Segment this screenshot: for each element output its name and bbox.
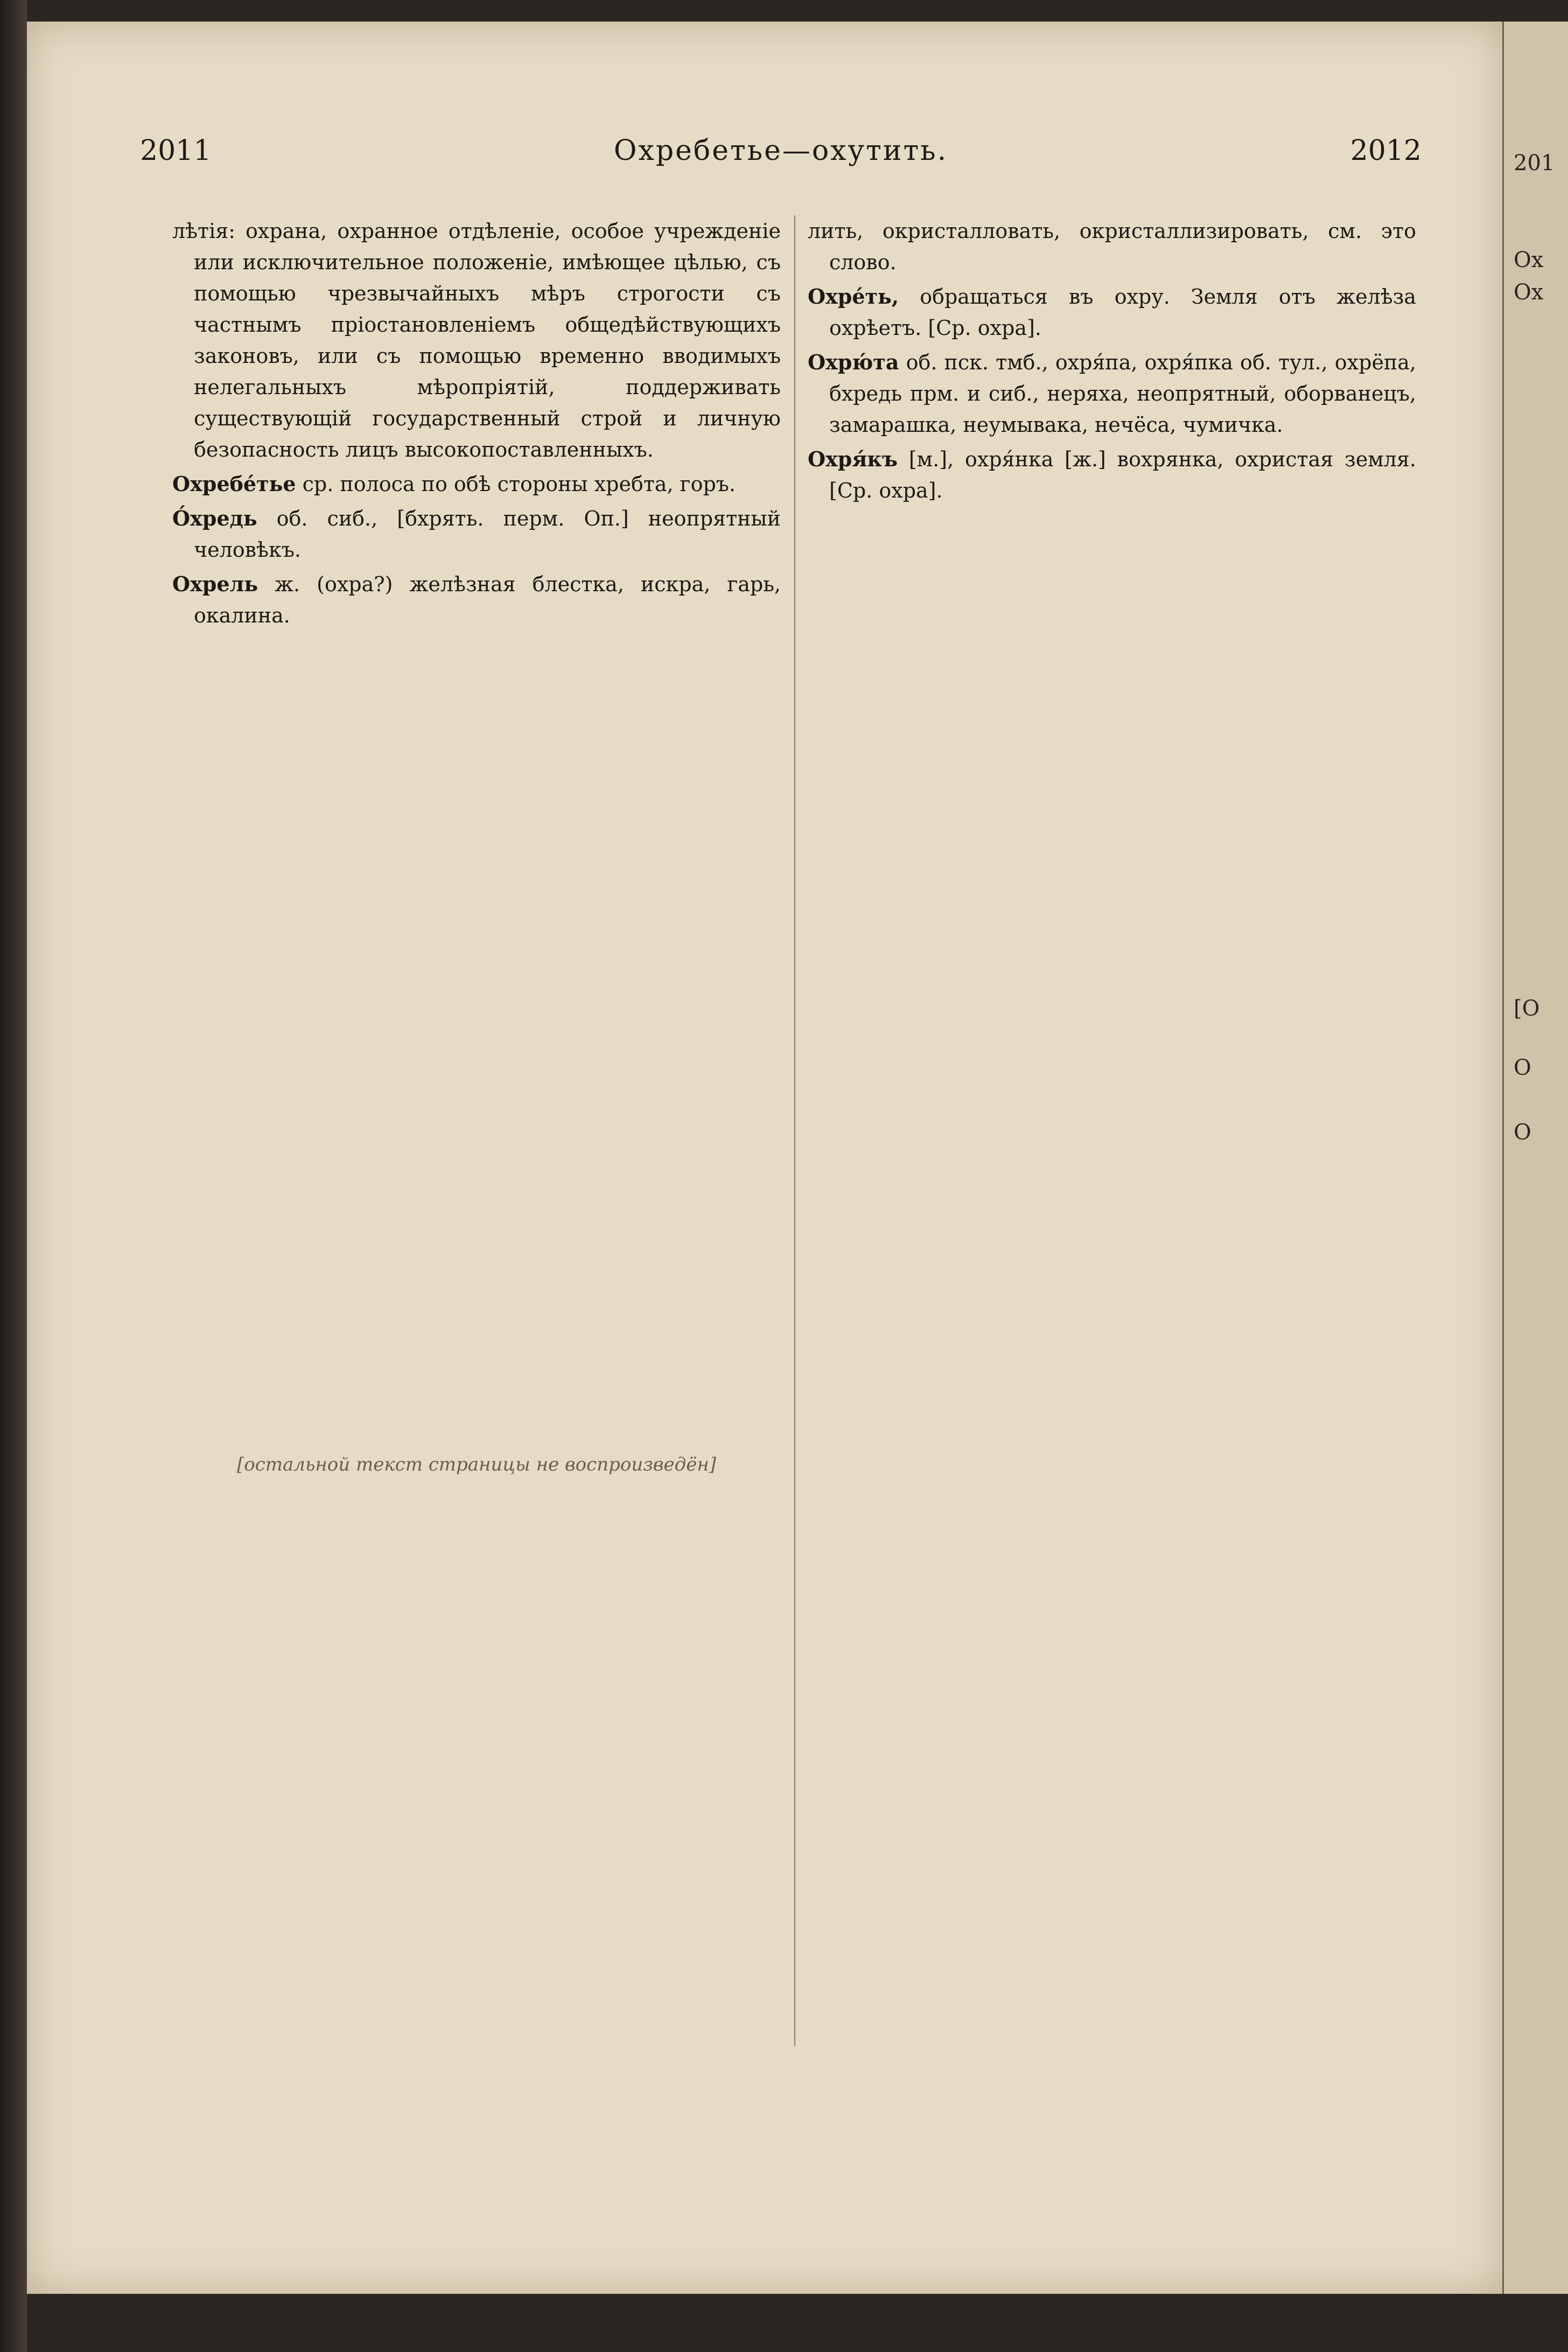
next-page-fragment: [О — [1514, 996, 1540, 1021]
page-header — [140, 135, 1422, 188]
dictionary-entry: Охре́ть, обращаться въ охру. Земля отъ желѣза охрѣетъ. [Ср. охра]. — [808, 284, 1416, 340]
page-title: Охребетье—охутить. — [613, 135, 948, 167]
right-column — [808, 215, 1416, 509]
next-page-fragment: 201 — [1514, 151, 1555, 176]
column-divider — [794, 215, 795, 2046]
page-number-right: 2012 — [1350, 135, 1422, 167]
omitted-text-note: [остальной текст страницы не воспроизведён] — [236, 1454, 717, 1475]
dictionary-entry: Охря́къ [м.], охря́нка [ж.] вохрянка, охристая земля. [Ср. охра]. — [808, 447, 1416, 502]
next-page-fragment: О — [1514, 1120, 1531, 1145]
dictionary-entry: Охрю́та об. пск. тмб., охря́па, охря́пка об. тул., охрёпа, бхредь прм. и сиб., неряха, неопрятный, оборванецъ, замарашка, неумывака, нечёса, чумичка. — [808, 350, 1416, 437]
page-number-left: 2011 — [140, 135, 212, 167]
dictionary-entry: Охребе́тье ср. полоса по обѣ стороны хребта, горъ. — [172, 472, 736, 496]
book-binding — [0, 0, 27, 2352]
next-page-fragment: О — [1514, 1055, 1531, 1080]
dictionary-entry: лѣтія: охрана, охранное отдѣленіе, особое учрежденіе или исключительное положеніе, имѣющее цѣлью, съ помощью чрезвычайныхъ мѣръ строгости съ частнымъ пріостановленіемъ общедѣйствующихъ законовъ, или съ помощью временно вводимыхъ нелегальныхъ мѣропріятій, поддерживать существующій государственный строй и личную безопасность лицъ высокопоставленныхъ. — [172, 219, 781, 461]
dictionary-entry: лить, окристалловать, окристаллизировать, см. это слово. — [808, 219, 1416, 274]
next-page-fragment: Ох — [1514, 280, 1544, 305]
left-column — [172, 215, 781, 634]
next-page-fragment: Ох — [1514, 248, 1544, 272]
dictionary-entry: Охрель ж. (охра?) желѣзная блестка, искра, гарь, окалина. — [172, 572, 781, 627]
dictionary-entry: О́хредь об. сиб., [бхрять. перм. Оп.] неопрятный человѣкъ. — [172, 506, 781, 562]
adjacent-page-edge — [1502, 22, 1568, 2294]
